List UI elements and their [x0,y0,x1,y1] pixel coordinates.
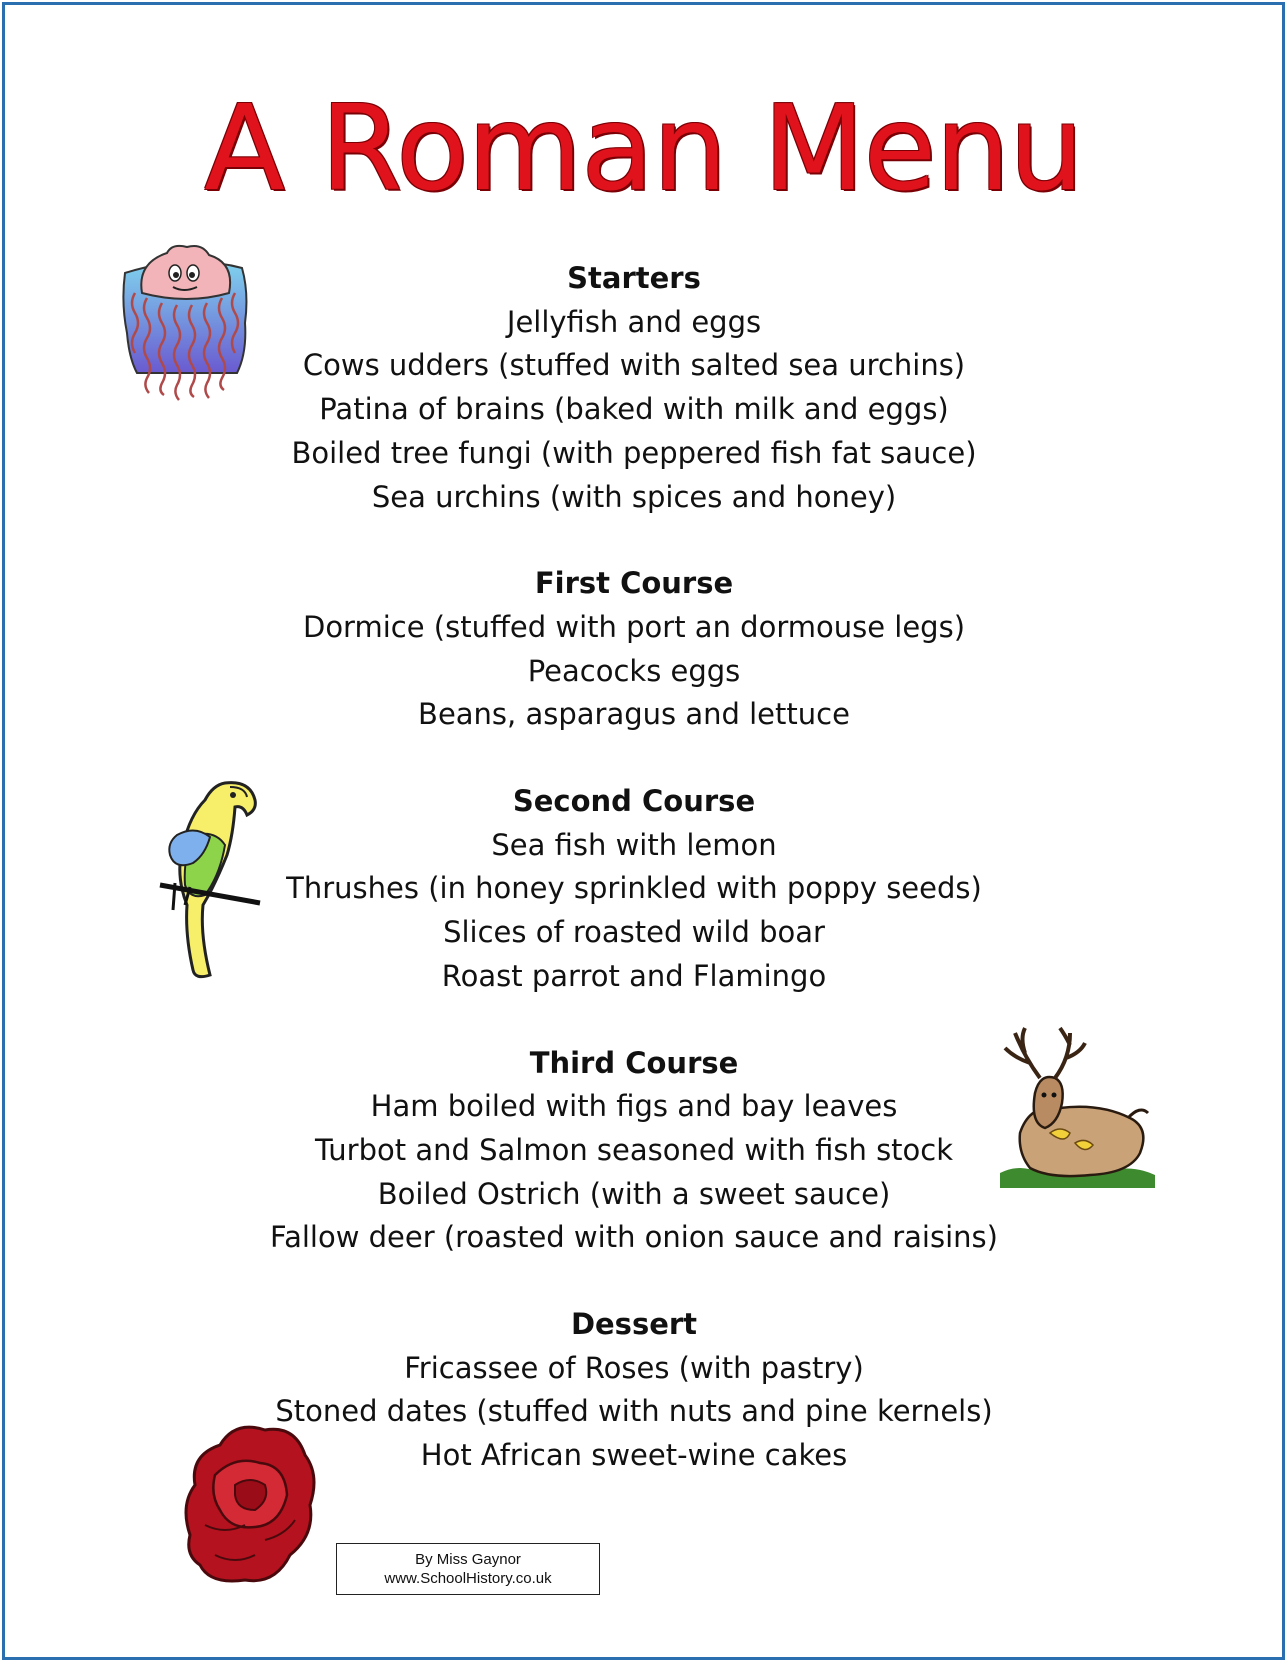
section-heading: Second Course [512,784,756,819]
menu-item: Hot African sweet-wine cakes [420,1438,848,1473]
menu-item: Thrushes (in honey sprinkled with poppy seeds) [286,871,982,906]
menu-item: Slices of roasted wild boar [443,915,825,950]
menu-section-dessert [5,1303,1263,1478]
menu-item: Patina of brains (baked with milk and eggs) [319,392,949,427]
credit-website: www.SchoolHistory.co.uk [384,1570,552,1587]
section-heading: Starters [567,261,701,295]
menu-list [5,257,1263,1521]
menu-item: Dormice (stuffed with port an dormouse legs) [302,609,966,644]
menu-item: Ham boiled with figs and bay leaves [370,1089,898,1124]
menu-section-second-course [5,780,1263,999]
credit-author: By Miss Gaynor [415,1551,521,1568]
menu-item: Boiled Ostrich (with a sweet sauce) [377,1176,891,1211]
menu-item: Peacocks eggs [527,653,741,688]
menu-item: Beans, asparagus and lettuce [418,697,850,732]
section-heading: First Course [534,566,734,601]
menu-item: Boiled tree fungi (with peppered fish fat sauce) [291,435,977,470]
menu-item: Sea urchins (with spices and honey) [371,479,897,514]
menu-item: Roast parrot and Flamingo [441,958,827,993]
menu-section-starters [5,257,1263,519]
menu-item: Sea fish with lemon [491,827,777,862]
section-heading: Dessert [570,1307,698,1342]
menu-item: Fricassee of Roses (with pastry) [404,1350,864,1385]
credit-box [336,1543,600,1595]
menu-page [2,2,1285,1660]
page-title: A Roman Menu [204,79,1083,217]
menu-item: Cows udders (stuffed with salted sea urchins) [302,348,966,383]
menu-item: Fallow deer (roasted with onion sauce and raisins) [270,1220,998,1255]
menu-item: Stoned dates (stuffed with nuts and pine kernels) [275,1394,993,1429]
menu-section-third-course [5,1042,1263,1261]
menu-section-first-course [5,562,1263,737]
section-heading: Third Course [529,1045,739,1080]
menu-item: Turbot and Salmon seasoned with fish stock [314,1132,954,1167]
menu-item: Jellyfish and eggs [506,304,762,339]
